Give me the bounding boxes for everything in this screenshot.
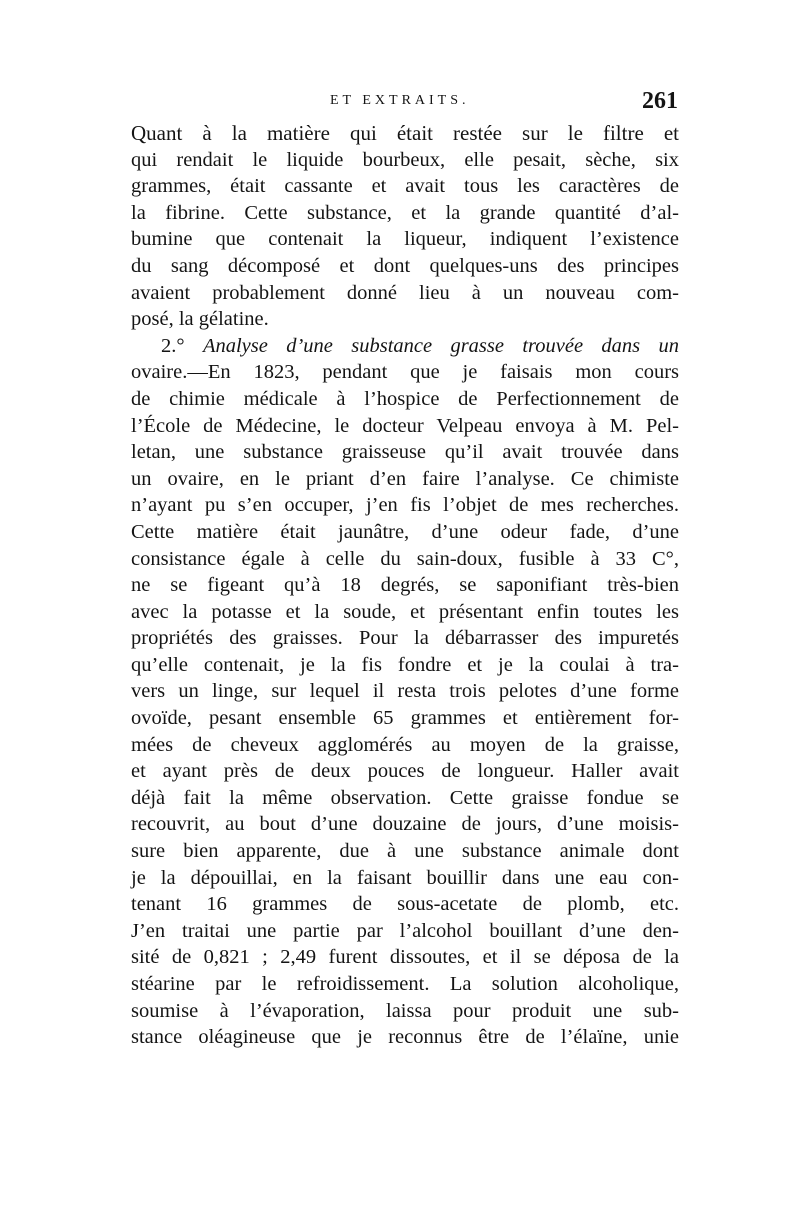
text-line: ovoïde, pesant ensemble 65 grammes et entièrement for- (131, 707, 679, 730)
text-line: tenant 16 grammes de sous-acetate de plomb, etc. (131, 893, 679, 916)
text-line: vers un linge, sur lequel il resta trois pelotes d’une forme (131, 680, 679, 703)
text-line: mées de cheveux agglomérés au moyen de la graisse, (131, 733, 679, 756)
text-line: consistance égale à celle du sain-doux, fusible à 33 C°, (131, 547, 679, 570)
text-line: stéarine par le refroidissement. La solution alcoholique, (131, 973, 679, 995)
text-line: propriétés des graisses. Pour la débarrasser des impuretés (131, 627, 679, 650)
text-line: recouvrit, au bout d’une douzaine de jours, d’une moisis- (131, 813, 679, 836)
text-line: je la dépouillai, en la faisant bouillir dans une eau con- (131, 866, 679, 889)
text-line: posé, la gélatine. (131, 308, 269, 331)
text-line: l’École de Médecine, le docteur Velpeau envoya à M. Pel- (131, 414, 679, 437)
text-line: soumise à l’évaporation, laissa pour produit une sub- (131, 999, 679, 1022)
text-line: sité de 0,821 ; 2,49 furent dissoutes, et il se déposa de la (131, 946, 679, 969)
text-line: Quant à la matière qui était restée sur le filtre et (131, 121, 679, 145)
text-line: ne se figeant qu’à 18 degrés, se saponifiant très-bien (131, 574, 679, 597)
text-line: sure bien apparente, due à une substance animale dont (131, 840, 679, 863)
section-heading-line (131, 333, 679, 360)
text-line: et ayant près de deux pouces de longueur. Haller avait (131, 760, 679, 783)
text-line: un ovaire, en le priant d’en faire l’analyse. Ce chimiste (131, 467, 679, 490)
text-line: n’ayant pu s’en occuper, j’en fis l’objet de mes recherches. (131, 494, 679, 517)
text-line: Cette matière était jaunâtre, d’une odeur fade, d’une (131, 520, 679, 543)
page-number: 261 (642, 88, 678, 114)
text-line: grammes, était cassante et avait tous les caractères de (131, 175, 679, 198)
text-line: letan, une substance graisseuse qu’il avait trouvée dans (131, 441, 679, 464)
text-line: avaient probablement donné lieu à un nouveau com- (131, 281, 679, 304)
section-number: 2.° (161, 334, 185, 357)
text-line: bumine que contenait la liqueur, indiquent l’existence (131, 228, 679, 251)
body-text (131, 120, 679, 1051)
text-line: la fibrine. Cette substance, et la grande quantité d’al- (131, 201, 679, 224)
text-line: de chimie médicale à l’hospice de Perfectionnement de (131, 387, 679, 410)
text-line: qu’elle contenait, je la fis fondre et je la coulai à tra- (131, 653, 679, 676)
text-line: du sang décomposé et dont quelques-uns des principes (131, 254, 679, 277)
text-line: stance oléagineuse que je reconnus être de l’élaïne, unie (131, 1026, 679, 1049)
text-line: avec la potasse et la soude, et présentant enfin toutes les (131, 600, 679, 623)
text-line: ovaire.—En 1823, pendant que je faisais mon cours (131, 361, 679, 384)
text-line: déjà fait la même observation. Cette graisse fondue se (131, 786, 679, 809)
text-line: J’en traitai une partie par l’alcohol bouillant d’une den- (131, 919, 679, 942)
section-heading: Analyse d’une substance grasse trouvée dans un (202, 334, 680, 357)
text-line: qui rendait le liquide bourbeux, elle pesait, sèche, six (131, 148, 679, 171)
running-title: ET EXTRAITS. (330, 93, 470, 108)
running-head (130, 90, 678, 116)
